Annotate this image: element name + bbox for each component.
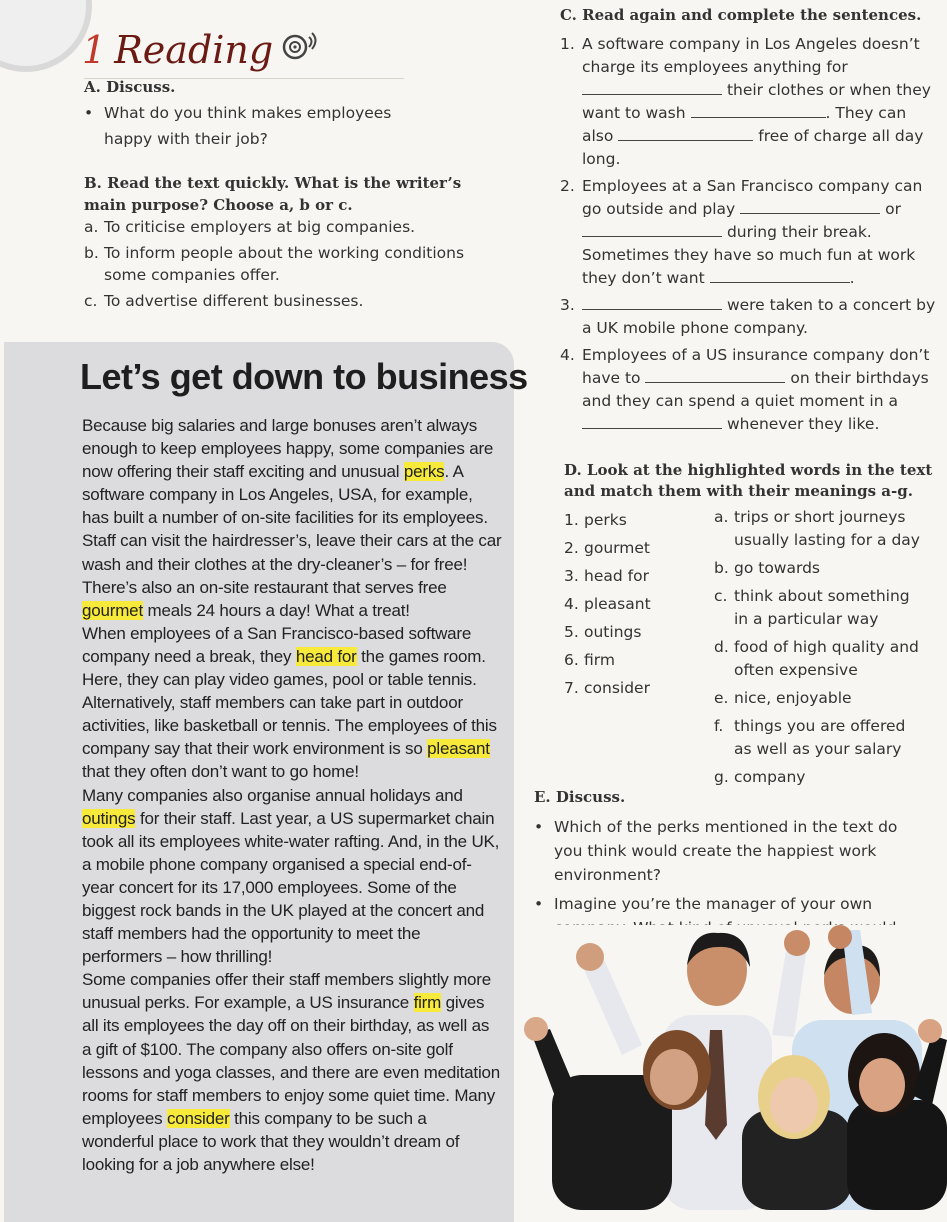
match-meaning[interactable]: g. company — [714, 768, 806, 786]
article-paragraph: Because big salaries and large bonuses aren’t always enough to keep employees happy, some companies are now offering their staff exciting and unusual perks. A software company in Los Angeles, USA, for example, has built a number of on-site facilities for its employees. Staff can visit the hairdresser’s, leave their cars at the car wash and their clothes at the dry-cleaner’s – for free! There’s also an on-site restaurant that serves free gourmet meals 24 hours a day! What a treat! — [82, 416, 502, 620]
match-meaning[interactable]: e. nice, enjoyable — [714, 689, 852, 707]
match-meaning[interactable]: c. think about something in a particular way — [714, 587, 910, 628]
option-b: b. To inform people about the working conditions some companies offer. — [84, 244, 465, 284]
match-meanings-list — [714, 506, 924, 789]
exercise-b-heading: B. Read the text quickly. What is the writer’s main purpose? Choose a, b or c. — [84, 174, 462, 214]
highlight-consider: consider — [166, 1108, 230, 1128]
page-corner-decoration — [0, 0, 92, 72]
highlight-perks: perks — [403, 462, 445, 482]
match-word[interactable]: 6. firm — [564, 651, 615, 669]
question-4: 4. Employees of a US insurance company don’t have to on their birthdays and they can spend a quiet moment in a whenever they like. — [560, 346, 930, 433]
match-words-list — [564, 506, 704, 702]
match-meaning[interactable]: f. things you are offered as well as your salary — [714, 717, 906, 758]
highlight-pleasant: pleasant — [427, 739, 490, 759]
match-word[interactable]: 7. consider — [564, 679, 650, 697]
highlight-outings: outings — [82, 808, 136, 828]
cheering-team-photo — [522, 925, 947, 1210]
answer-blank[interactable] — [710, 268, 850, 283]
article-title: Let’s get down to business — [80, 356, 528, 397]
match-meaning[interactable]: d. food of high quality and often expensive — [714, 638, 919, 679]
article-text — [82, 414, 502, 1176]
exercise-a-bullet: • What do you think makes employees happy with their job? — [84, 104, 392, 148]
discussion-bullet: • Imagine you’re the manager of your own — [534, 895, 873, 913]
answer-blank[interactable] — [740, 199, 880, 214]
highlight-head-for: head for — [295, 646, 357, 666]
match-word[interactable]: 3. head for — [564, 567, 649, 585]
article-paragraph: Many companies also organise annual holidays and outings for their staff. Last year, a US supermarket chain took all its employees white-water rafting. And, in the UK, a mobile phone company organised a special end-of-year concert for its 17,000 employees. Some of the biggest rock bands in the UK played at the concert and staff members had the opportunity to meet the performers – how thrilling! — [82, 785, 500, 967]
section-heading — [82, 26, 321, 74]
answer-blank[interactable] — [582, 295, 722, 310]
highlight-firm: firm — [413, 993, 442, 1013]
option-c: c. To advertise different businesses. — [84, 292, 364, 310]
article-paragraph: When employees of a San Francisco-based software company need a break, they head for the games room. Here, they can play video games, pool or table tennis. Alternatively, staff members can take part in outdoor activities, like basketball or tennis. The employees of this company say that their work environment is so pleasant that they often don’t want to go home! — [82, 623, 497, 782]
exercise-b-options — [84, 216, 484, 312]
answer-blank[interactable] — [582, 414, 722, 429]
exercise-c-questions — [560, 33, 940, 436]
highlight-gourmet: gourmet — [82, 600, 143, 620]
match-word[interactable]: 5. outings — [564, 623, 642, 641]
answer-blank[interactable] — [645, 368, 785, 383]
answer-blank[interactable] — [618, 126, 753, 141]
question-2: 2. Employees at a San Francisco company can go outside and play or during their break. Sometimes they have so much fun at work they don’t want . — [560, 177, 923, 287]
match-word[interactable]: 2. gourmet — [564, 539, 650, 557]
match-word[interactable]: 4. pleasant — [564, 595, 651, 613]
section-title: Reading — [114, 28, 274, 72]
question-1: 1. A software company in Los Angeles doesn’t charge its employees anything for their clothes or when they want to wash . They can also free of charge all day long. — [560, 35, 931, 168]
discussion-bullet: • Which of the perks mentioned in the text do you think would create the happiest work environment? — [534, 818, 898, 884]
exercise-e-heading: E. Discuss. — [534, 788, 626, 806]
match-word[interactable]: 1. perks — [564, 511, 627, 529]
section-number: 1 — [82, 28, 107, 72]
audio-disc-icon[interactable] — [281, 28, 321, 72]
match-meaning[interactable]: a. trips or short journeys usually lasting for a day — [714, 508, 920, 549]
answer-blank[interactable] — [582, 222, 722, 237]
exercise-a-heading: A. Discuss. — [84, 78, 176, 96]
question-3: 3. were taken to a concert by a UK mobile phone company. — [560, 296, 936, 337]
exercise-c-heading: C. Read again and complete the sentences. — [560, 6, 922, 24]
article-paragraph: Some companies offer their staff members slightly more unusual perks. For example, a US insurance firm gives all its employees the day off on their birthday, as well as a gift of $100. The company also offers on-site golf lessons and yoga classes, and there are even meditation rooms for staff members to enjoy some quiet time. Many employees consider this company to be such a wonderful place to work that they wouldn’t dream of looking for a job anywhere else! — [82, 970, 501, 1174]
match-meaning[interactable]: b. go towards — [714, 559, 820, 577]
answer-blank[interactable] — [582, 80, 722, 95]
exercise-d-heading: D. Look at the highlighted words in the text and match them with their meanings a-g. — [564, 461, 933, 500]
option-a: a. To criticise employers at big companies. — [84, 218, 416, 236]
answer-blank[interactable] — [691, 103, 826, 118]
